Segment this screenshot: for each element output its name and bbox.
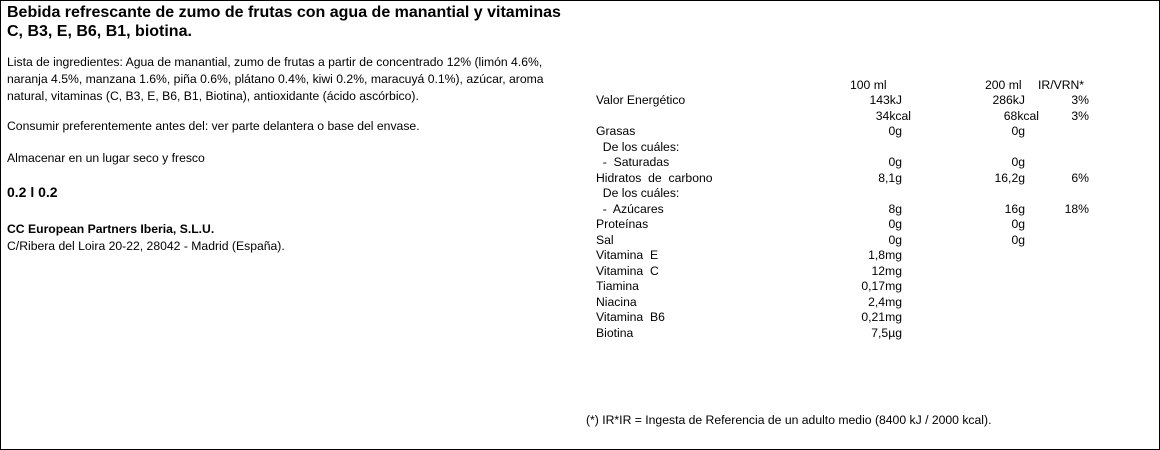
nutrient-ir: 6% [1071, 171, 1089, 185]
nutrient-label: De los cuáles: [596, 140, 680, 154]
company-address: C/Ribera del Loira 20-22, 28042 - Madrid (España). [7, 239, 285, 253]
nutrient-value-100ml: 8g [888, 202, 902, 216]
nutrient-value-200ml: 0g [1011, 217, 1025, 231]
nutrient-label: - Saturadas [596, 155, 670, 169]
nutrient-value-200ml: 16g [1004, 202, 1025, 216]
nutrient-value-100ml: 0g [888, 233, 902, 247]
nutrient-value-100ml: 0g [888, 155, 902, 169]
nutrient-label: Niacina [596, 295, 637, 309]
best-before-text: Consumir preferentemente antes del: ver parte delantera o base del envase. [7, 119, 420, 133]
energy-label: Valor Energético [596, 93, 686, 107]
volume-text: 0.2 l 0.2 [7, 184, 58, 200]
nutrient-label: Hidratos de carbono [596, 171, 713, 185]
ingredients-list: Lista de ingredientes: Agua de manantial, zumo de frutas a partir de concentrado 12% (limón 4.6%, naranja 4.5%, manzana 1.6%, piña 0.6%, plátano 0.4%, kiwi 0.2%, maracuyá 0.1%), azúcar, aroma natural, vitaminas (C, B3, E, B6, B1, Biotina), antioxidante (ácido ascórbico). [7, 55, 544, 103]
header-200ml: 200 ml [985, 78, 1022, 92]
nutrient-value-100ml: 0g [888, 124, 902, 138]
footnote: (*) IR*IR = Ingesta de Referencia de un adulto medio (8400 kJ / 2000 kcal). [586, 413, 992, 427]
nutrient-value-100ml: 8,1g [878, 171, 902, 185]
product-title: Bebida refrescante de zumo de frutas con agua de manantial y vitaminas C, B3, E, B6, B1, biotina. [7, 4, 561, 40]
nutrient-label: Vitamina C [596, 264, 659, 278]
energy-kcal-200: 68kcal [1003, 109, 1039, 123]
company-name: CC European Partners Iberia, S.L.U. [7, 222, 215, 236]
nutrient-label: Proteínas [596, 217, 649, 231]
nutrient-label: - Azúcares [596, 202, 664, 216]
nutrient-value-100ml: 1,8mg [868, 248, 902, 262]
energy-kcal-ir: 3% [1071, 109, 1089, 123]
storage-text: Almacenar en un lugar seco y fresco [7, 151, 205, 165]
nutrient-label: Biotina [596, 326, 634, 340]
nutrient-value-200ml: 0g [1011, 124, 1025, 138]
energy-kj-100: 143kJ [869, 93, 902, 107]
nutrient-value-200ml: 0g [1011, 155, 1025, 169]
nutrient-value-100ml: 0,17mg [861, 279, 902, 293]
nutrient-value-200ml: 16,2g [994, 171, 1025, 185]
nutrient-label: De los cuáles: [596, 186, 680, 200]
nutrient-label: Vitamina E [596, 248, 659, 262]
energy-kj-200: 286kJ [992, 93, 1025, 107]
energy-kcal-100: 34kcal [875, 109, 911, 123]
header-100ml: 100 ml [850, 78, 887, 92]
nutrient-value-100ml: 0g [888, 217, 902, 231]
nutrient-value-100ml: 7,5µg [871, 326, 902, 340]
nutrient-label: Sal [596, 233, 614, 247]
nutrient-ir: 18% [1064, 202, 1089, 216]
nutrient-value-100ml: 12mg [871, 264, 902, 278]
nutrient-value-100ml: 0,21mg [861, 310, 902, 324]
nutrient-value-200ml: 0g [1011, 233, 1025, 247]
energy-kj-ir: 3% [1071, 93, 1089, 107]
nutrient-label: Grasas [596, 124, 636, 138]
header-ir: IR/VRN* [1038, 78, 1085, 92]
nutrient-label: Tiamina [596, 279, 639, 293]
nutrient-label: Vitamina B6 [596, 310, 665, 324]
nutrient-value-100ml: 2,4mg [868, 295, 902, 309]
